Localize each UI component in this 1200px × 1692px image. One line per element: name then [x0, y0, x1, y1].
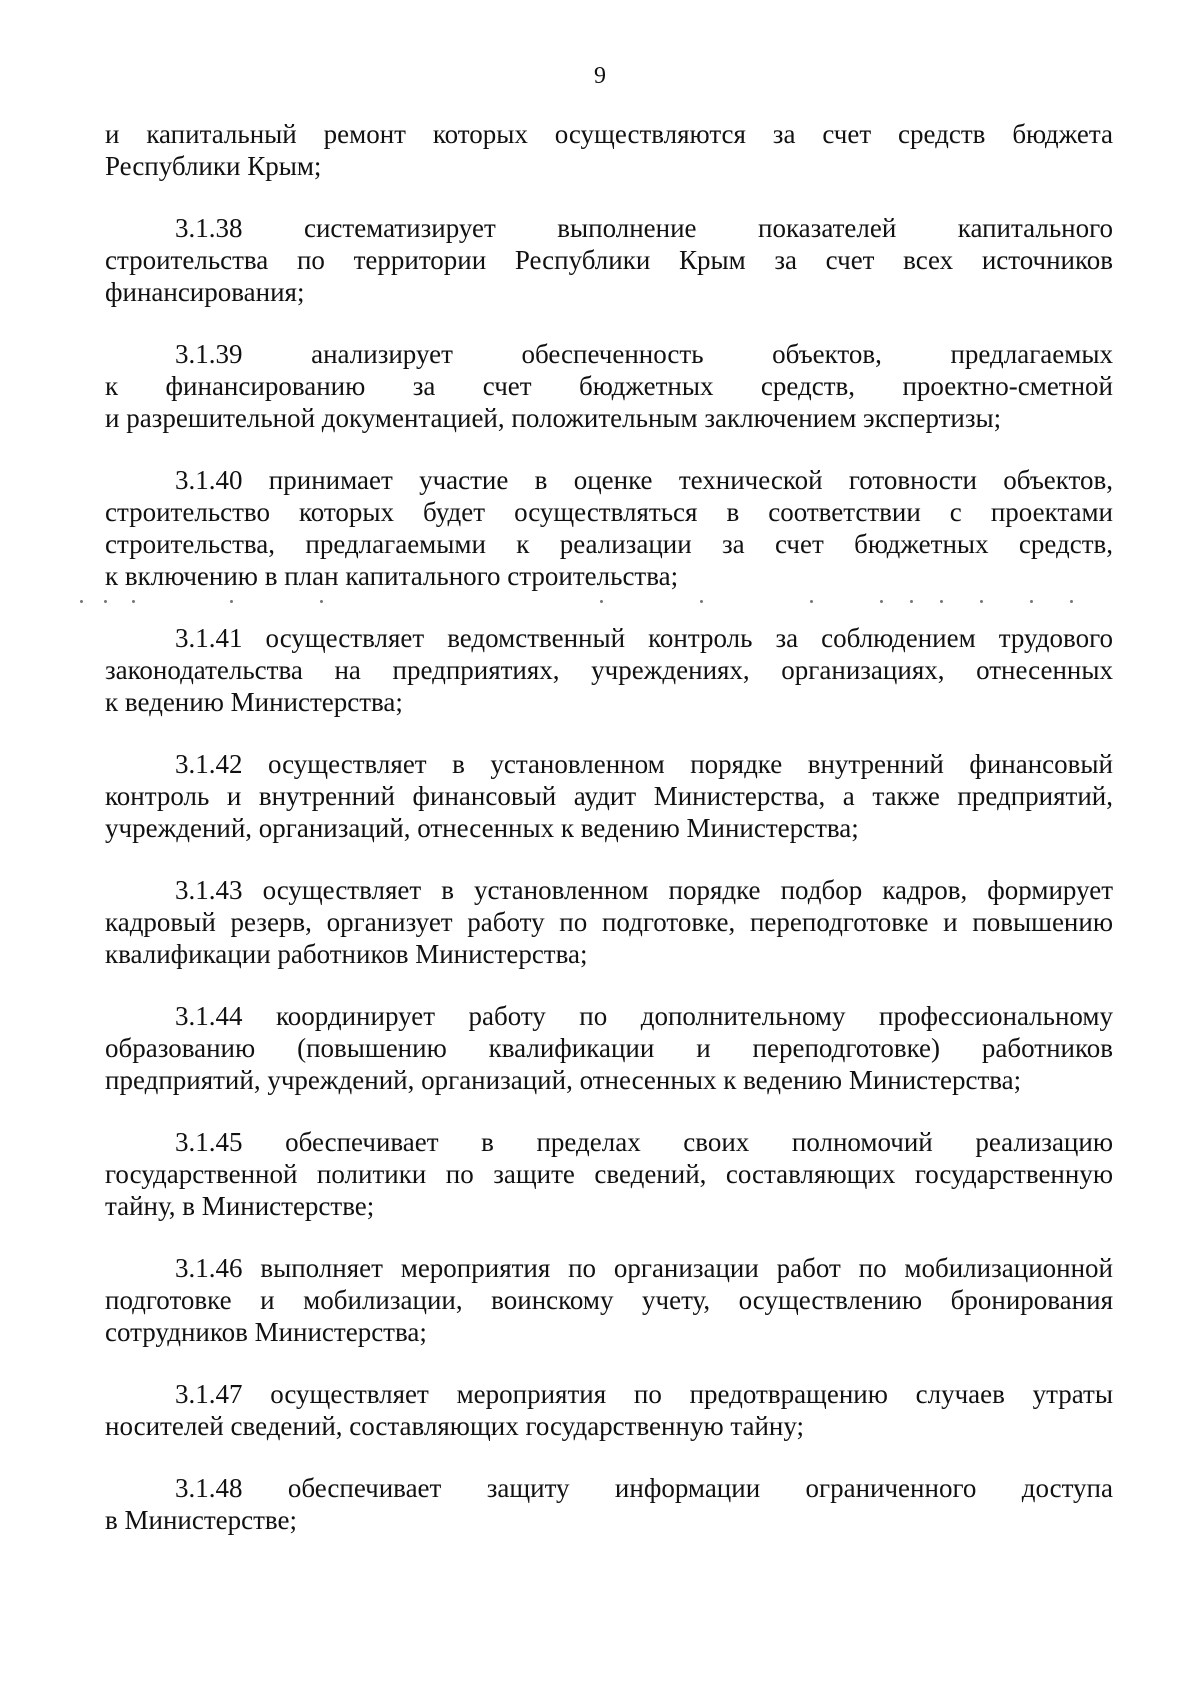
paragraph-line: 3.1.44 координирует работу по дополнительному профессиональному [175, 1001, 1113, 1031]
paragraph-3-1-48 [105, 1472, 1113, 1536]
paragraph-line: подготовке и мобилизации, воинскому учету, осуществлению бронирования [105, 1285, 1113, 1315]
paragraph-3-1-38 [105, 212, 1113, 308]
paragraph-line: 3.1.48 обеспечивает защиту информации ограниченного доступа [175, 1473, 1113, 1503]
paragraph-3-1-46 [105, 1252, 1113, 1348]
paragraph-line: 3.1.39 анализирует обеспеченность объектов, предлагаемых [175, 339, 1113, 369]
paragraph-line: 3.1.42 осуществляет в установленном порядке внутренний финансовый [175, 749, 1113, 779]
paragraph-line: 3.1.40 принимает участие в оценке технической готовности объектов, [175, 465, 1113, 495]
paragraph-line: 3.1.45 обеспечивает в пределах своих полномочий реализацию [175, 1127, 1113, 1157]
paragraph-line: контроль и внутренний финансовый аудит Министерства, а также предприятий, [105, 781, 1113, 811]
paragraph-3-1-44 [105, 1000, 1113, 1096]
paragraph-line: 3.1.43 осуществляет в установленном порядке подбор кадров, формирует [175, 875, 1113, 905]
paragraph-line: 3.1.46 выполняет мероприятия по организации работ по мобилизационной [175, 1253, 1113, 1283]
document-body [105, 118, 1113, 1566]
paragraph-line: тайну, в Министерстве; [105, 1191, 375, 1221]
paragraph-line: учреждений, организаций, отнесенных к ведению Министерства; [105, 813, 859, 843]
paragraph-line: строительство которых будет осуществляться в соответствии с проектами [105, 497, 1113, 527]
paragraph-line: строительства по территории Республики Крым за счет всех источников [105, 245, 1113, 275]
paragraph-3-1-45 [105, 1126, 1113, 1222]
paragraph-3-1-43 [105, 874, 1113, 970]
paragraph-line: к финансированию за счет бюджетных средств, проектно-сметной [105, 371, 1113, 401]
paragraph-line: квалификации работников Министерства; [105, 939, 588, 969]
paragraph-3-1-42 [105, 748, 1113, 844]
paragraph-line: Республики Крым; [105, 151, 322, 181]
paragraph-line: 3.1.41 осуществляет ведомственный контроль за соблюдением трудового [175, 623, 1113, 653]
paragraph-line: государственной политики по защите сведений, составляющих государственную [105, 1159, 1113, 1189]
paragraph-3-1-39 [105, 338, 1113, 434]
paragraph-line: финансирования; [105, 277, 305, 307]
paragraph-line: сотрудников Министерства; [105, 1317, 427, 1347]
page-number: 9 [594, 63, 606, 89]
paragraph-line: к ведению Министерства; [105, 687, 403, 717]
paragraph-line: к включению в план капитального строительства; [105, 561, 679, 591]
paragraph-line: законодательства на предприятиях, учреждениях, организациях, отнесенных [105, 655, 1113, 685]
paragraph-line: предприятий, учреждений, организаций, отнесенных к ведению Министерства; [105, 1065, 1022, 1095]
paragraph-line: и разрешительной документацией, положительным заключением экспертизы; [105, 403, 1002, 433]
paragraph-3-1-40 [105, 464, 1113, 592]
paragraph-line: 3.1.47 осуществляет мероприятия по предотвращению случаев утраты [175, 1379, 1113, 1409]
paragraph-line: строительства, предлагаемыми к реализации за счет бюджетных средств, [105, 529, 1113, 559]
paragraph-line: кадровый резерв, организует работу по подготовке, переподготовке и повышению [105, 907, 1113, 937]
paragraph-3-1-41 [105, 622, 1113, 718]
paragraph-continuation [105, 118, 1113, 182]
paragraph-line: в Министерстве; [105, 1505, 297, 1535]
paragraph-line: образованию (повышению квалификации и переподготовке) работников [105, 1033, 1113, 1063]
paragraph-line: и капитальный ремонт которых осуществляются за счет средств бюджета [105, 119, 1113, 149]
paragraph-line: носителей сведений, составляющих государственную тайну; [105, 1411, 805, 1441]
paragraph-3-1-47 [105, 1378, 1113, 1442]
paragraph-line: 3.1.38 систематизирует выполнение показателей капитального [175, 213, 1113, 243]
